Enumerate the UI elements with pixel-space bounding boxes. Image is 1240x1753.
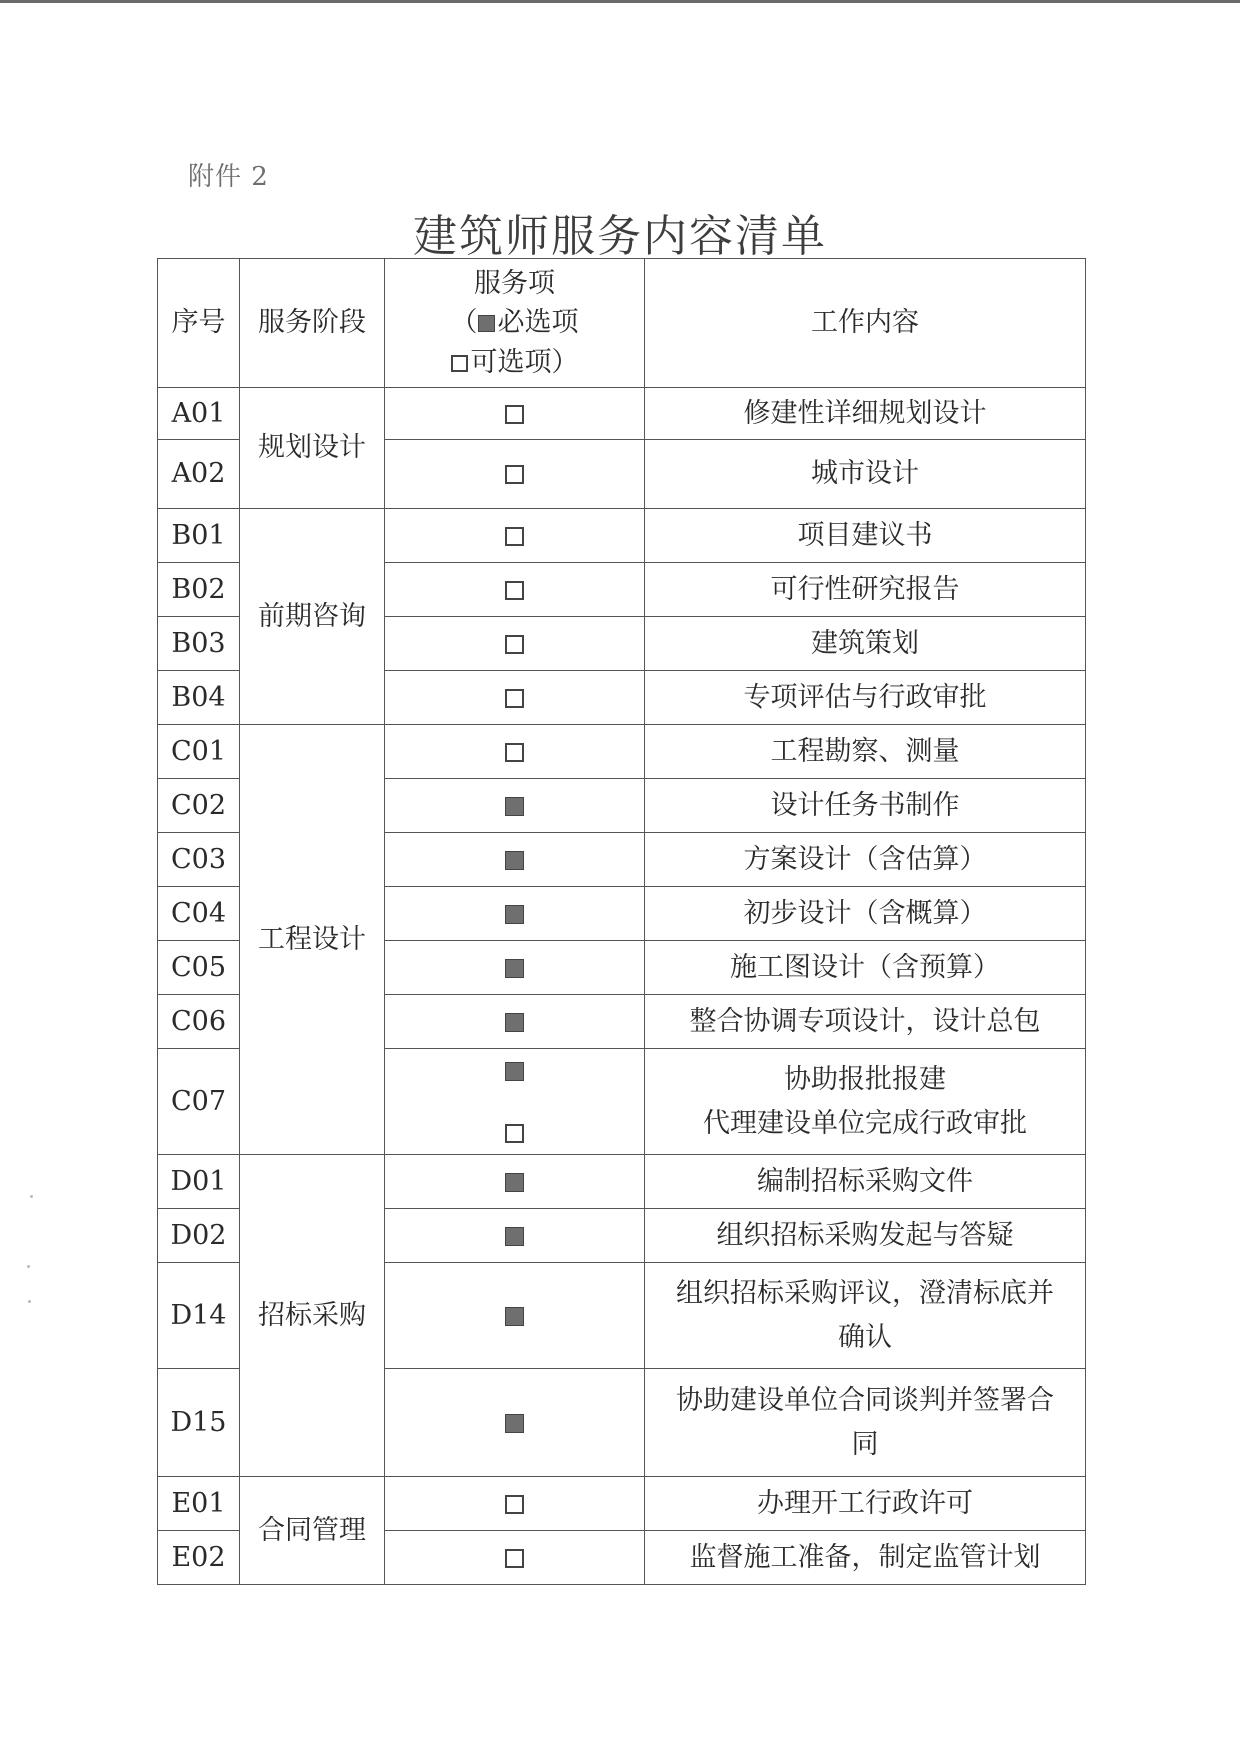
filled-square-icon [505,1013,524,1032]
row-code: C02 [158,779,240,833]
work-content-line: 同 [851,1428,879,1460]
service-checkbox-cell [385,1531,645,1585]
stage-cell: 招标采购 [240,1155,385,1477]
service-checkbox-cell [385,1155,645,1209]
row-code: C01 [158,725,240,779]
legend-optional-label: 可选项） [470,346,579,378]
empty-square-icon [505,405,524,424]
row-code: C03 [158,833,240,887]
row-code: B04 [158,671,240,725]
service-checkbox-cell [385,1477,645,1531]
empty-square-icon [505,527,524,546]
legend-required [391,303,638,342]
header-stage: 服务阶段 [240,259,385,388]
work-content [645,1263,1086,1369]
row-code: C07 [158,1049,240,1155]
work-content: 监督施工准备，制定监管计划 [645,1531,1086,1585]
header-work-content: 工作内容 [645,259,1086,388]
table-row [158,388,1086,440]
row-code: B02 [158,563,240,617]
table-header-row [158,259,1086,388]
row-code: C05 [158,941,240,995]
row-code: D15 [158,1369,240,1477]
stage-cell: 工程设计 [240,725,385,1155]
service-checkbox-cell [385,388,645,440]
service-checkbox-cell [385,779,645,833]
work-content: 办理开工行政许可 [645,1477,1086,1531]
empty-square-icon [505,1549,524,1568]
service-checkbox-cell [385,671,645,725]
work-content: 初步设计（含概算） [645,887,1086,941]
service-checkbox-cell [385,617,645,671]
service-checkbox-cell [385,725,645,779]
service-checkbox-cell [385,887,645,941]
filled-square-icon [505,1307,524,1326]
work-content: 专项评估与行政审批 [645,671,1086,725]
work-content-line: 协助报批报建 [784,1064,946,1096]
row-code: C06 [158,995,240,1049]
work-content: 建筑策划 [645,617,1086,671]
work-content: 城市设计 [645,440,1086,509]
filled-square-icon [478,315,495,332]
work-content: 项目建议书 [645,509,1086,563]
work-content: 修建性详细规划设计 [645,388,1086,440]
table-row [158,1477,1086,1531]
work-content: 编制招标采购文件 [645,1155,1086,1209]
table-row [158,509,1086,563]
service-checkbox-cell [385,509,645,563]
row-code: B01 [158,509,240,563]
work-content-line: 组织招标采购评议，澄清标底并 [676,1278,1054,1310]
work-content: 可行性研究报告 [645,563,1086,617]
filled-square-icon [505,851,524,870]
service-checkbox-cell [385,563,645,617]
row-code: D14 [158,1263,240,1369]
service-checkbox-cell [385,1209,645,1263]
work-content [645,1369,1086,1477]
scan-speck [28,1300,31,1303]
service-checkbox-cell [385,941,645,995]
filled-square-icon [505,959,524,978]
legend-paren: （ [450,307,478,339]
header-service-item-title: 服务项 [474,268,555,300]
filled-square-icon [505,1062,524,1081]
service-checkbox-cell [385,833,645,887]
work-content-line: 协助建设单位合同谈判并签署合 [676,1385,1054,1417]
service-checkbox-cell [385,1369,645,1477]
service-checkbox-cell [385,1049,645,1155]
work-content-line: 代理建设单位完成行政审批 [703,1107,1027,1139]
attachment-label: 附件 2 [188,162,269,192]
empty-square-icon [505,1495,524,1514]
empty-square-icon [505,581,524,600]
work-content: 设计任务书制作 [645,779,1086,833]
service-checkbox-cell [385,995,645,1049]
scan-speck [30,1195,33,1198]
filled-square-icon [505,1173,524,1192]
empty-square-icon [451,355,468,372]
header-service-item [385,259,645,388]
work-content: 组织招标采购发起与答疑 [645,1209,1086,1263]
service-list-table [157,258,1086,1585]
checkbox-line [391,1049,638,1092]
row-code: E01 [158,1477,240,1531]
table-row [158,725,1086,779]
work-content-line: 确认 [838,1321,892,1353]
row-code: B03 [158,617,240,671]
filled-square-icon [505,1414,524,1433]
scan-speck [27,1265,30,1268]
legend-required-label: 必选项 [497,307,579,339]
work-content: 工程勘察、测量 [645,725,1086,779]
filled-square-icon [505,797,524,816]
empty-square-icon [505,465,524,484]
checkbox-line [391,1111,638,1154]
filled-square-icon [505,905,524,924]
work-content: 整合协调专项设计，设计总包 [645,995,1086,1049]
scan-top-border [0,0,1240,3]
empty-square-icon [505,635,524,654]
table-row [158,1155,1086,1209]
stage-cell: 合同管理 [240,1477,385,1585]
empty-square-icon [505,1124,524,1143]
stage-cell: 规划设计 [240,388,385,509]
legend-optional [391,343,638,382]
row-code: A01 [158,388,240,440]
row-code: C04 [158,887,240,941]
stage-cell: 前期咨询 [240,509,385,725]
service-checkbox-cell [385,440,645,509]
header-seq: 序号 [158,259,240,388]
empty-square-icon [505,743,524,762]
work-content: 施工图设计（含预算） [645,941,1086,995]
row-code: D01 [158,1155,240,1209]
work-content [645,1049,1086,1155]
row-code: E02 [158,1531,240,1585]
row-code: D02 [158,1209,240,1263]
service-checkbox-cell [385,1263,645,1369]
empty-square-icon [505,689,524,708]
document-title: 建筑师服务内容清单 [413,211,827,262]
work-content: 方案设计（含估算） [645,833,1086,887]
row-code: A02 [158,440,240,509]
filled-square-icon [505,1227,524,1246]
